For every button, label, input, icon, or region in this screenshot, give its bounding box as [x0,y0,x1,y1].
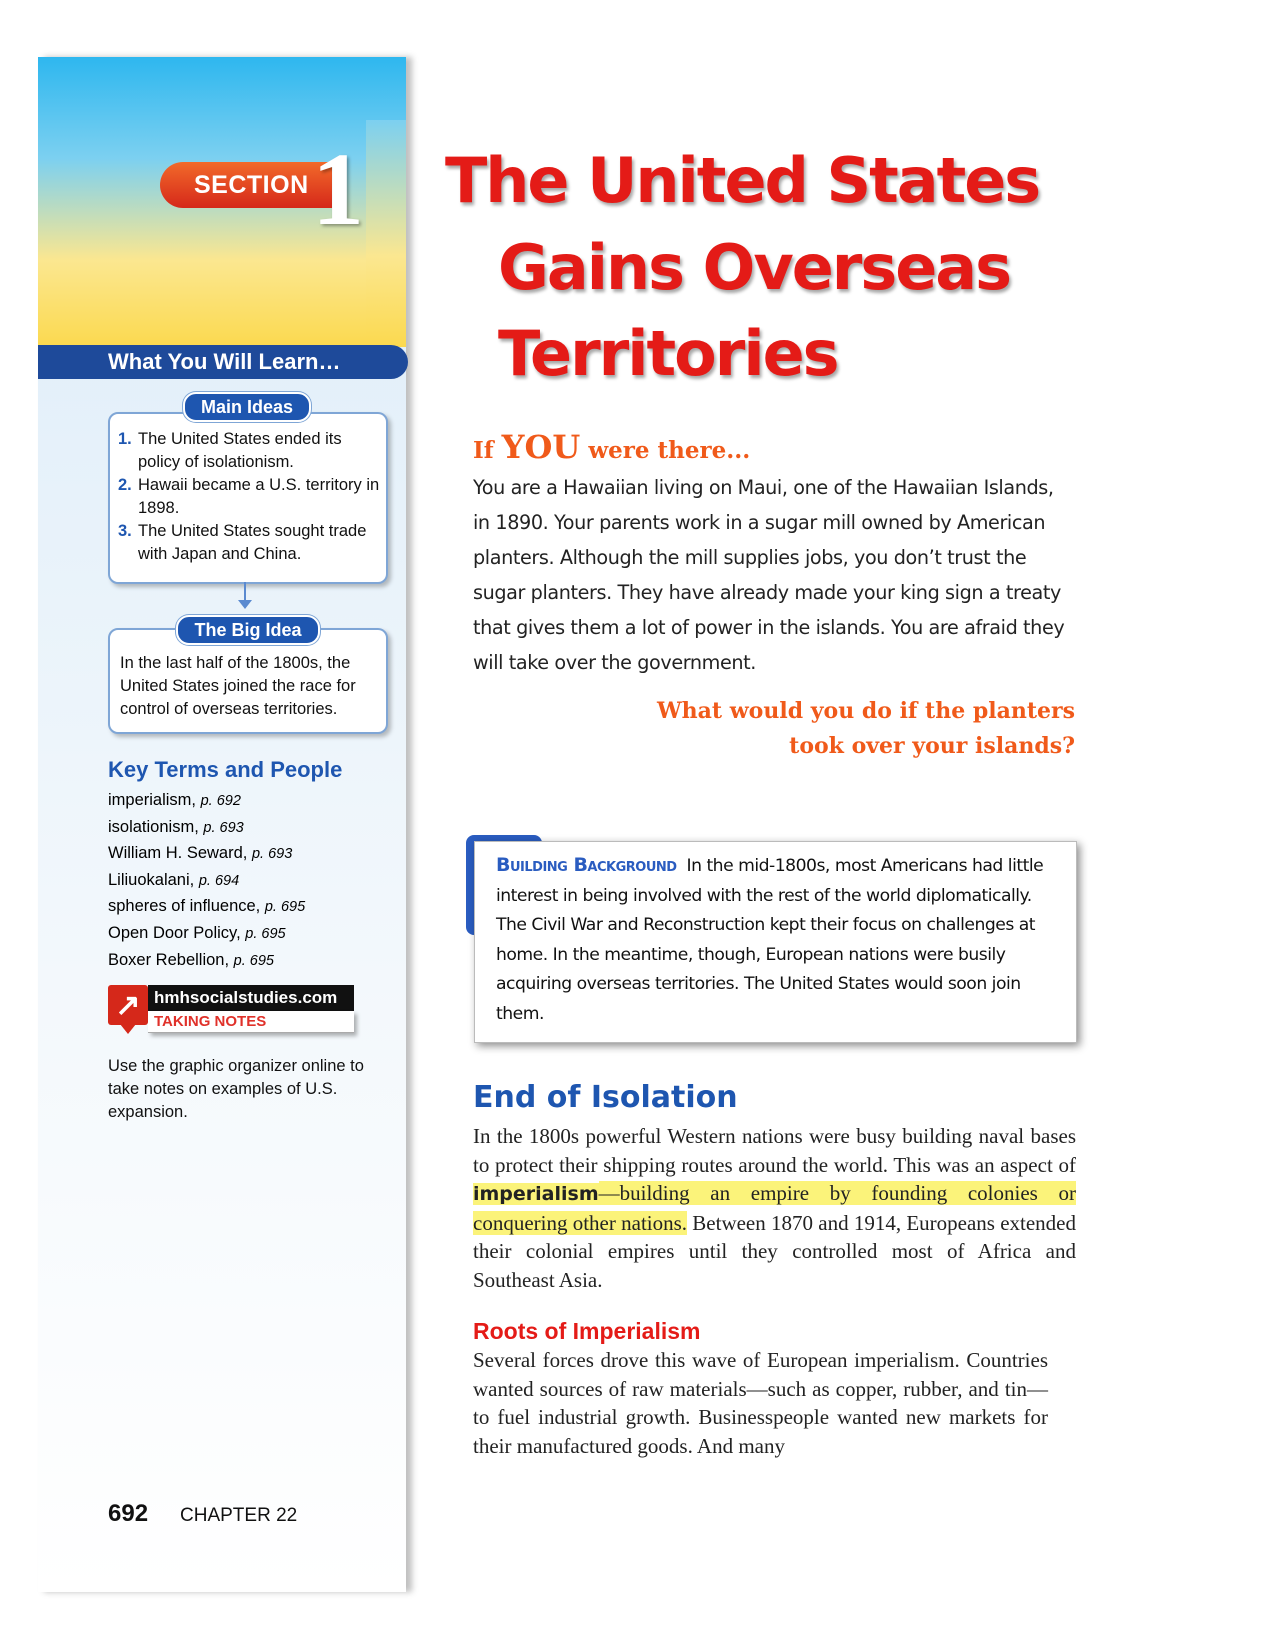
term-name: imperialism, [108,791,197,809]
item-text: The United States sought trade with Japan and China. [138,522,367,563]
body-paragraph: Several forces drove this wave of European imperialism. Countries wanted sources of raw materials—such as copper, rubber, and tin—to fuel industrial growth. Businesspeople wanted new markets for their manufactured goods. And many [473,1348,1048,1458]
term-name: spheres of influence, [108,897,261,916]
notes-instructions: Use the graphic organizer online to take notes on examples of U.S. expansion. [108,1057,364,1121]
term-name: Open Door Policy, [108,923,241,942]
learn-heading: What You Will Learn… [38,345,408,379]
key-term [108,788,408,815]
main-idea-item [118,428,380,474]
chapter-label: CHAPTER 22 [180,1505,298,1526]
section-tab [366,120,406,347]
heading-rest: were there... [588,437,751,464]
taking-notes-label: TAKING NOTES [148,1011,354,1033]
term-page: p. 695 [264,899,306,916]
key-term-highlight: imperialism [473,1183,599,1205]
section-heading: End of Isolation [473,1080,738,1115]
subsection-heading: Roots of Imperialism [473,1318,701,1344]
item-text: Hawaii became a U.S. territory in 1898. [138,476,380,517]
building-background-title: Building Background [496,854,677,876]
external-link-icon[interactable]: ↗ [108,985,148,1025]
key-term [108,841,408,868]
paragraph-text: Between 1870 and 1914, Europeans extended their colonial empires until they controlled most of Africa and Southeast Asia. [473,1210,1077,1292]
term-name: Boxer Rebellion, [108,950,230,969]
main-idea-item [118,520,380,566]
section-number: 1 [312,132,364,247]
term-name: Liliuokalani, [108,870,195,889]
page-number: 692 [108,1500,149,1527]
term-page: p. 693 [203,819,244,836]
scenario-question: What would you do if the planters took over your islands? [656,698,1075,759]
key-terms-list [108,788,408,974]
big-idea-text: In the last half of the 1800s, the United States joined the race for control of overseas territories. [120,654,356,718]
term-page: p. 695 [233,952,274,969]
item-text: The United States ended its policy of isolationism. [138,430,342,471]
section-label: SECTION [160,162,332,208]
key-terms-title: Key Terms and People [108,757,343,782]
if-you-were-there-heading [473,428,750,466]
term-page: p. 695 [245,925,286,942]
big-idea-label: The Big Idea [176,615,320,645]
key-term [108,815,408,842]
main-idea-item [118,474,380,520]
page-title-line: The United States [445,144,1040,217]
term-page: p. 692 [200,793,241,809]
item-number: 3. [118,522,132,540]
building-background-text [496,851,1052,1029]
term-name: William H. Seward, [108,844,248,863]
main-ideas-label: Main Ideas [183,392,311,422]
key-term [108,948,408,975]
website-link[interactable]: hmhsocialstudies.com [148,985,354,1011]
heading-if: If [473,437,494,464]
paragraph-text: In the 1800s powerful Western nations were busy building naval bases to protect their shipping routes around the world. This was an aspect of [473,1124,1076,1177]
building-background-body: In the mid-1800s, most Americans had little interest in being involved with the rest of the world diplomatically. The Civil War and Reconstruction kept their focus on challenges at home. In the meantime, though, European nations were busily acquiring overseas territories. The United States would soon join them. [496,856,1044,1024]
badge-tail [120,1024,136,1034]
item-number: 1. [118,430,132,448]
key-term [108,894,408,921]
page-title-line: Gains Overseas [498,231,1011,304]
page-title-line: Territories [498,317,838,390]
main-ideas-list [118,428,380,566]
item-number: 2. [118,476,132,494]
heading-you: YOU [501,428,581,466]
key-term-definition: —building an empire by founding colonies or conquering other nations. [473,1181,1076,1235]
body-paragraph [473,1122,1076,1294]
term-page: p. 694 [198,872,240,889]
key-term [108,921,408,948]
scenario-text: You are a Hawaiian living on Maui, one of the Hawaiian Islands, in 1890. Your parents work in a sugar mill owned by American planters. Although the mill supplies jobs, you don’t trust the sugar planters. They have already made your king sign a treaty that gives them a lot of power in the islands. You are afraid they will take over the government. [473,476,1065,674]
term-name: isolationism, [108,817,199,836]
term-page: p. 693 [251,846,293,863]
arrow-down-icon [238,600,252,609]
key-term [108,868,408,895]
